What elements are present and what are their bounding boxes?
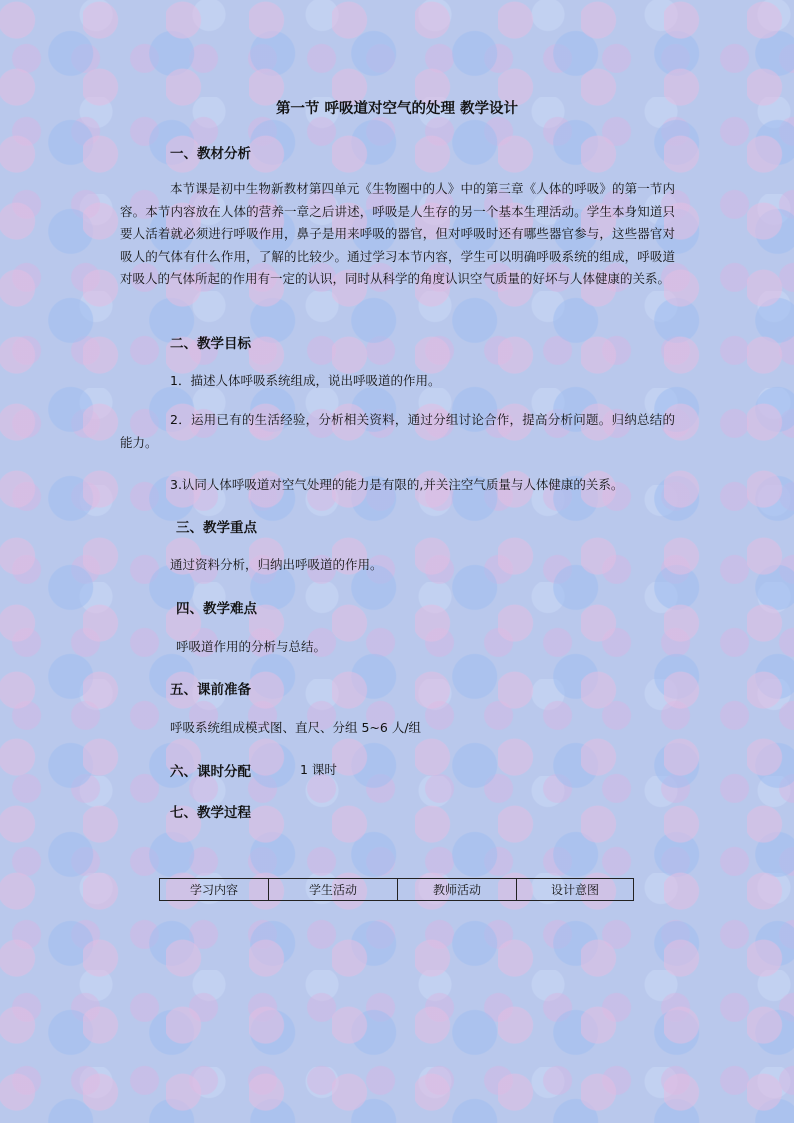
table-header-row (160, 879, 634, 901)
page-title: 第一节 呼吸道对空气的处理 教学设计 (275, 100, 519, 117)
goal-3: 3.认同人体呼吸道对空气处理的能力是有限的,并关注空气质量与人体健康的关系。 (170, 477, 624, 492)
table-header-cell: 设计意图 (517, 879, 634, 901)
heading-teaching-goals: 二、教学目标 (170, 336, 251, 352)
time-allocation-value: 1 课时 (300, 762, 337, 777)
heading-time-allocation: 六、课时分配 (170, 764, 251, 780)
goal-2: 2．运用已有的生活经验，分析相关资料，通过分组讨论合作，提高分析问题。归纳总结的能力。 (120, 412, 675, 450)
teaching-process-table (159, 878, 634, 901)
heading-difficulties: 四、教学难点 (176, 601, 257, 617)
preparation-text: 呼吸系统组成模式图、直尺、分组 5~6 人/组 (170, 720, 422, 735)
key-points-text: 通过资料分析，归纳出呼吸道的作用。 (170, 557, 383, 572)
table-header-cell: 学生活动 (269, 879, 398, 901)
heading-textbook-analysis: 一、教材分析 (170, 146, 251, 162)
difficulties-text: 呼吸道作用的分析与总结。 (176, 639, 327, 654)
heading-key-points: 三、教学重点 (176, 520, 257, 536)
paragraph-textbook-analysis: 本节课是初中生物新教材第四单元《生物圈中的人》中的第三章《人体的呼吸》的第一节内容。本节内容放在人体的营养一章之后讲述，呼吸是人生存的另一个基本生理活动。学生本身知道只要人活着就必须进行呼吸作用，鼻子是用来呼吸的器官，但对呼吸时还有哪些器官参与，这些器官对吸人的气体有什么作用，了解的比较少。通过学习本节内容，学生可以明确呼吸系统的组成，呼吸道对吸人的气体所起的作用有一定的认识，同时从科学的角度认识空气质量的好坏与人体健康的关系。 (120, 181, 675, 286)
goal-1: 1．描述人体呼吸系统组成，说出呼吸道的作用。 (170, 373, 441, 388)
table-header-cell: 教师活动 (398, 879, 517, 901)
heading-preparation: 五、课前准备 (170, 682, 251, 698)
heading-teaching-process: 七、教学过程 (170, 805, 251, 821)
table-header-cell: 学习内容 (160, 879, 269, 901)
